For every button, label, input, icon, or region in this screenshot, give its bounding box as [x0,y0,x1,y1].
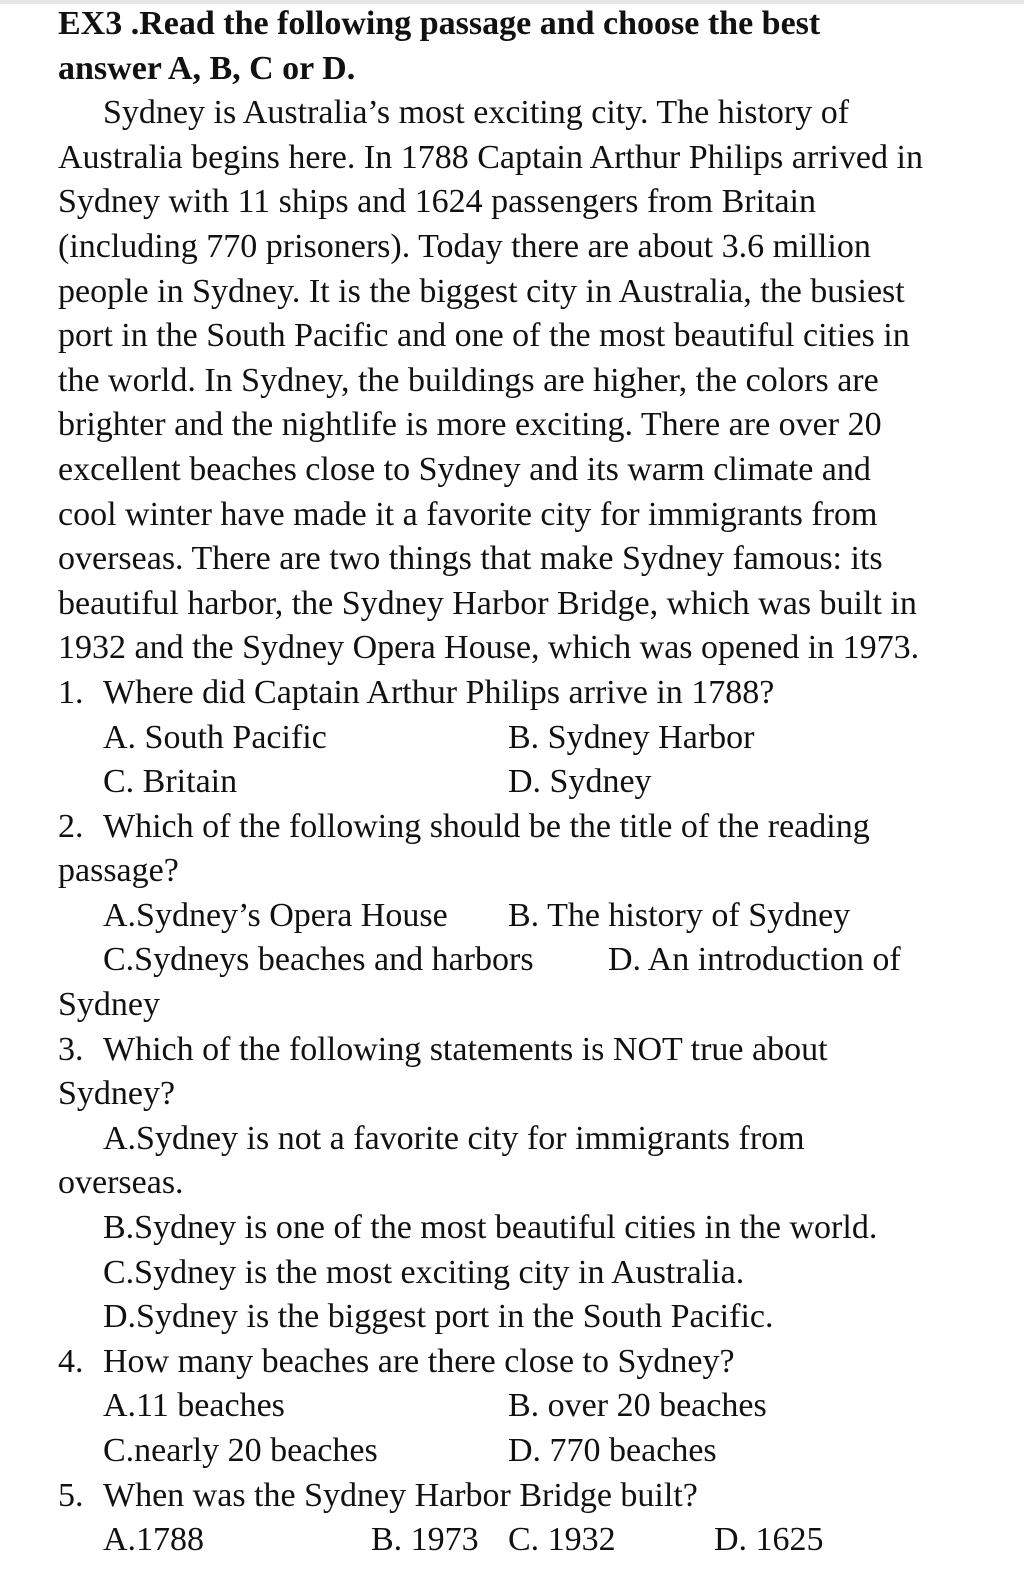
option-d: D.Sydney is the biggest port in the South Pacific. [103,1298,774,1336]
passage-line: (including 770 prisoners). Today there are about 3.6 million [58,227,871,265]
question-number: 4. [58,1342,84,1380]
option-d: D. 770 beaches [508,1432,717,1469]
option-d: D. Sydney [508,763,652,801]
option-b: B. The history of Sydney [508,896,851,934]
reading-passage [58,91,958,671]
question-text-cont: passage? [58,852,179,890]
question-text: How many beaches are there close to Sydney? [103,1342,735,1380]
passage-line: cool winter have made it a favorite city for immigrants from [58,495,878,533]
passage-line: Australia begins here. In 1788 Captain Arthur Philips arrived in [58,138,923,176]
question-3 [58,1028,958,1073]
passage-line: 1932 and the Sydney Opera House, which was opened in 1973. [58,629,920,667]
option-a-cont: overseas. [58,1164,184,1202]
options-row [58,938,958,983]
question-text: Which of the following statements is NOT true about [103,1030,828,1068]
option-d: D. An introduction of [608,941,901,979]
option-b: B.Sydney is one of the most beautiful cities in the world. [103,1209,878,1247]
options-row [58,716,958,761]
options-row [58,760,958,805]
option-c: C. 1932 [508,1521,616,1559]
exercise-heading: EX3 .Read the following passage and choose the best [58,5,821,42]
option-b: B. 1973 [371,1521,479,1559]
options-row [58,1384,958,1429]
option-a: A.Sydney is not a favorite city for immigrants from [103,1119,805,1157]
option-c: C.Sydney is the most exciting city in Australia. [103,1253,745,1291]
option-c: C.Sydneys beaches and harbors [103,941,534,979]
option-a: A.11 beaches [103,1387,285,1425]
option-a: A. South Pacific [103,718,327,756]
exercise-heading-cont: answer A, B, C or D. [58,49,356,87]
question-5 [58,1474,958,1519]
question-4 [58,1340,958,1385]
passage-line: Sydney with 11 ships and 1624 passengers from Britain [58,183,816,221]
options-row [58,1429,958,1474]
option-c: C.nearly 20 beaches [103,1432,378,1469]
option-b: B. Sydney Harbor [508,718,755,756]
passage-line: overseas. There are two things that make Sydney famous: its [58,540,883,578]
passage-line: beautiful harbor, the Sydney Harbor Bridge, which was built in [58,584,917,622]
option-a: A.1788 [103,1521,205,1559]
passage-line: the world. In Sydney, the buildings are higher, the colors are [58,361,879,399]
passage-line: people in Sydney. It is the biggest city in Australia, the busiest [58,272,905,310]
option-d: D. 1625 [714,1521,824,1559]
options-row [58,1518,958,1563]
passage-line: excellent beaches close to Sydney and its warm climate and [58,450,871,488]
question-text-cont: Sydney? [58,1075,176,1113]
passage-line: port in the South Pacific and one of the most beautiful cities in [58,317,910,355]
question-number: 3. [58,1030,84,1068]
worksheet [58,2,958,1563]
question-2 [58,805,958,850]
question-number: 1. [58,673,84,711]
passage-line: Sydney is Australia’s most exciting city. The history of [103,94,850,132]
question-1 [58,671,958,716]
passage-line: brighter and the nightlife is more exciting. There are over 20 [58,406,882,444]
question-text: When was the Sydney Harbor Bridge built? [103,1476,698,1514]
question-number: 5. [58,1476,84,1514]
question-number: 2. [58,807,84,845]
option-d-cont: Sydney [58,986,160,1024]
option-c: C. Britain [103,763,238,801]
option-b: B. over 20 beaches [508,1387,767,1425]
question-text: Where did Captain Arthur Philips arrive in 1788? [103,673,775,711]
option-a: A.Sydney’s Opera House [103,896,448,934]
question-text: Which of the following should be the title of the reading [103,807,870,845]
options-row [58,894,958,939]
